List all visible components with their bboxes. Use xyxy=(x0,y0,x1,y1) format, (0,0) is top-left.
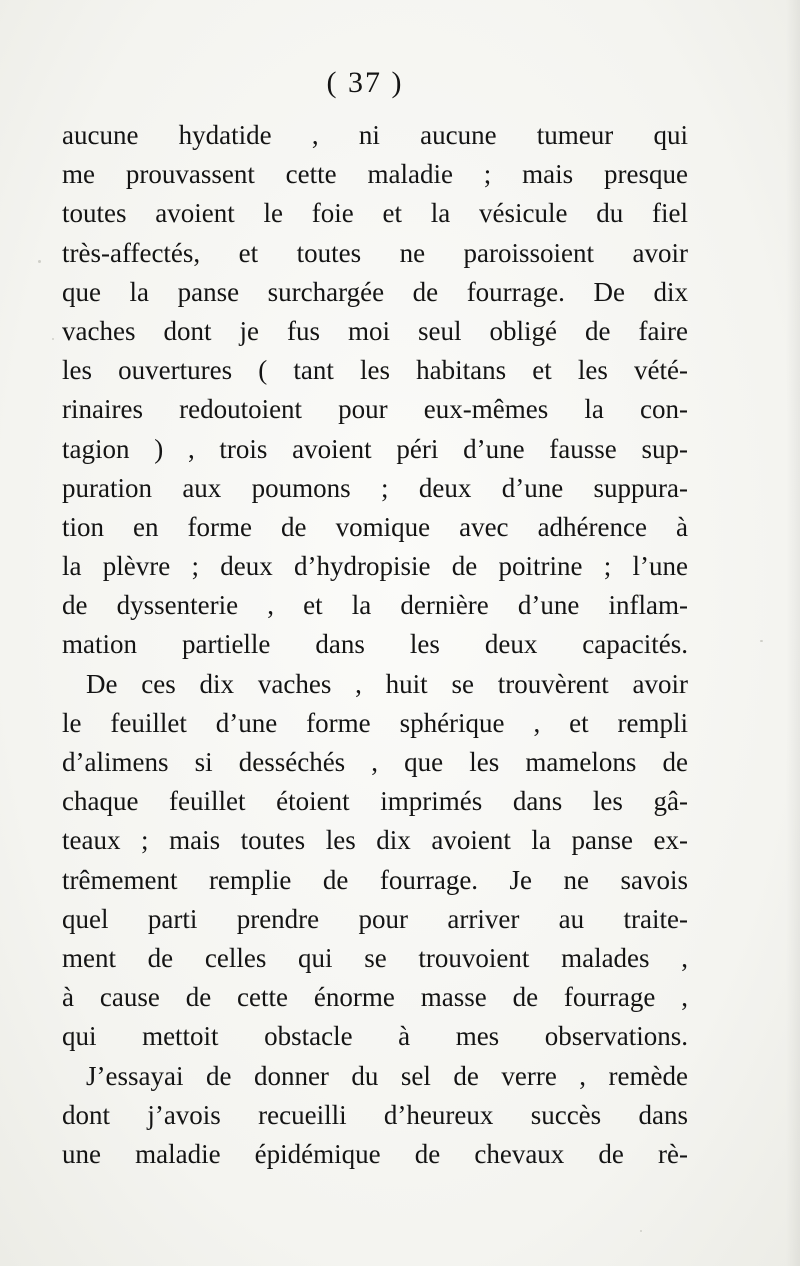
text-line: d’alimens si desséchés , que les mamelons de xyxy=(62,747,688,777)
page-edge-shadow xyxy=(786,0,800,1266)
text-line: une maladie épidémique de chevaux de rè- xyxy=(62,1138,688,1169)
text-line: le feuillet d’une forme sphérique , et rempli xyxy=(62,707,688,738)
text-line: aucune hydatide , ni aucune tumeur qui xyxy=(62,120,688,150)
text-line: très-affectés, et toutes ne paroissoient avoir xyxy=(62,237,688,268)
text-line: de dyssenterie , et la dernière d’une inflam- xyxy=(62,590,688,621)
text-line: De ces dix vaches , huit se trouvèrent avoir xyxy=(86,668,688,699)
text-line: tion en forme de vomique avec adhérence à xyxy=(62,511,688,542)
text-line: ment de celles qui se trouvoient malades , xyxy=(62,942,688,973)
text-line: qui mettoit obstacle à mes observations. xyxy=(62,1021,688,1052)
body-text xyxy=(62,116,688,1174)
text-line: puration aux poumons ; deux d’une suppura- xyxy=(62,472,688,503)
text-line: J’essayai de donner du sel de verre , remède xyxy=(86,1060,688,1091)
text-line: les ouvertures ( tant les habitans et les vété- xyxy=(62,355,688,386)
paper-speck xyxy=(52,338,54,340)
text-line: à cause de cette énorme masse de fourrage , xyxy=(62,982,688,1013)
text-line: teaux ; mais toutes les dix avoient la panse ex- xyxy=(62,825,688,856)
text-line: mation partielle dans les deux capacités. xyxy=(62,629,688,660)
text-line: dont j’avois recueilli d’heureux succès dans xyxy=(62,1099,688,1130)
text-line: chaque feuillet étoient imprimés dans les gâ- xyxy=(62,786,688,817)
text-line: trêmement remplie de fourrage. Je ne savois xyxy=(62,864,688,895)
paper-speck xyxy=(760,640,763,642)
paper-speck xyxy=(640,1230,642,1232)
text-line: la plèvre ; deux d’hydropisie de poitrine ; l’une xyxy=(62,551,688,582)
text-line: me prouvassent cette maladie ; mais presque xyxy=(62,159,688,190)
page-number: ( 37 ) xyxy=(326,66,404,99)
text-line: tagion ) , trois avoient péri d’une fausse sup- xyxy=(62,433,688,464)
text-line: toutes avoient le foie et la vésicule du fiel xyxy=(62,198,688,229)
paper-speck xyxy=(38,260,41,263)
text-line: quel parti prendre pour arriver au traite- xyxy=(62,903,688,934)
text-line: rinaires redoutoient pour eux-mêmes la con- xyxy=(62,394,688,425)
text-line: vaches dont je fus moi seul obligé de faire xyxy=(62,315,688,346)
text-line: que la panse surchargée de fourrage. De dix xyxy=(62,276,688,307)
